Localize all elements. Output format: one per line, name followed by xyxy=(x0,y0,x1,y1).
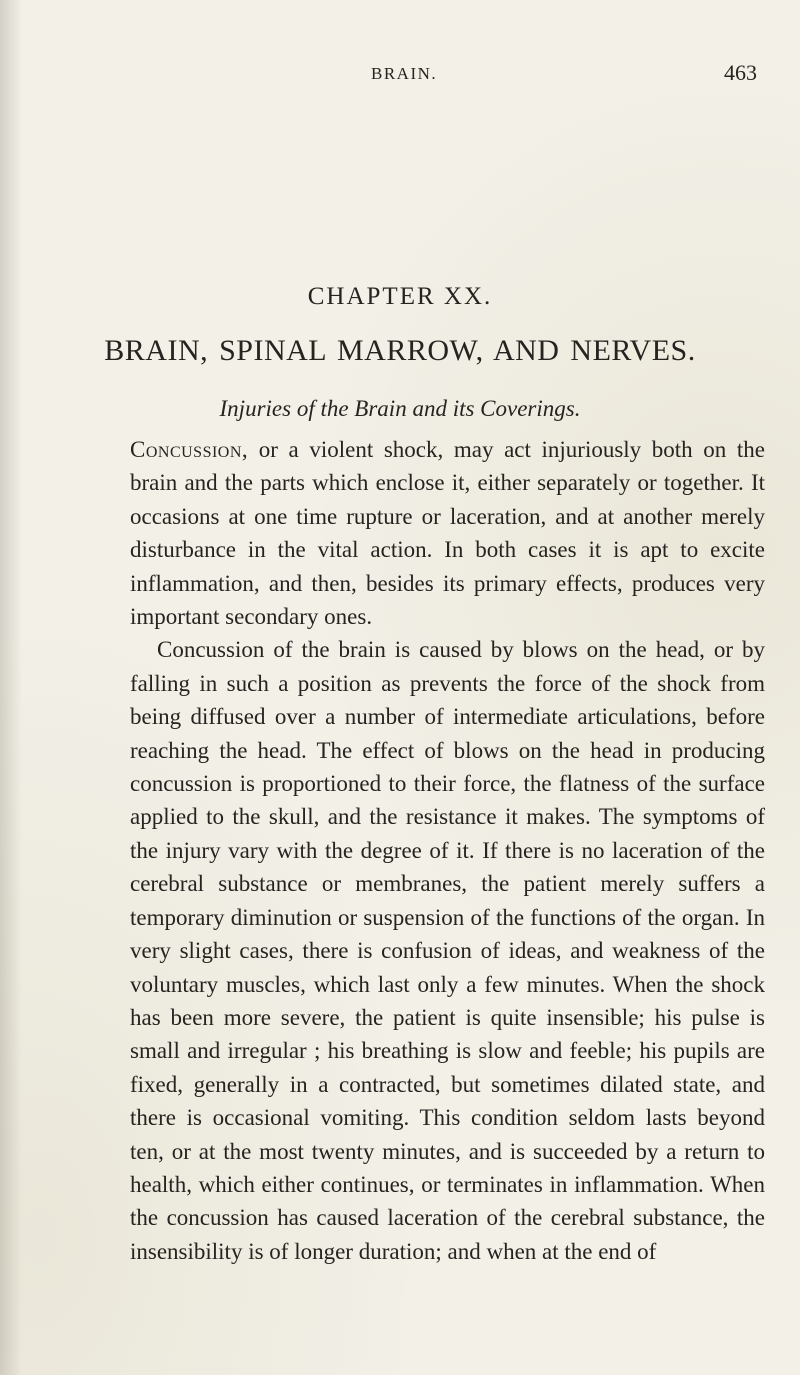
page-gutter-shadow xyxy=(0,0,22,1375)
chapter-title: BRAIN, SPINAL MARROW, AND NERVES. xyxy=(104,334,696,367)
chapter-label: CHAPTER XX. xyxy=(307,283,493,310)
paragraph-1-text: or a violent shock, may act injuriously both on the brain and the parts which enclose it, either separately or together. It occasions at one time rupture or laceration, and at another merely disturbance in the vital action. In both cases it is apt to excite inflammation, and then, besides its primary effects, produces very important secondary ones. xyxy=(130,437,765,630)
running-head xyxy=(0,60,800,90)
paragraph-2: Concussion of the brain is caused by blows on the head, or by falling in such a position as prevents the force of the shock from being diffused over a number of intermediate articulations, before reaching the head. The effect of blows on the head in producing concussion is proportioned to their force, the flatness of the surface applied to the skull, and the resistance it makes. The symptoms of the injury vary with the degree of it. If there is no laceration of the cerebral substance or membranes, the patient merely suffers a temporary diminution or suspension of the functions of the organ. In very slight cases, there is confusion of ideas, and weakness of the voluntary muscles, which last only a few minutes. When the shock has been more severe, the patient is quite insensible; his pulse is small and irregular ; his breathing is slow and feeble; his pupils are fixed, generally in a contracted, but sometimes dilated state, and there is occasional vomiting. This condition seldom lasts beyond ten, or at the most twenty minutes, and is succeeded by a return to health, which either continues, or terminates in inflammation. When the concussion has caused laceration of the cerebral substance, the insensibility is of longer duration; and when at the end of xyxy=(130,637,765,1264)
body-text xyxy=(130,433,765,1268)
section-subtitle: Injuries of the Brain and its Coverings. xyxy=(219,396,581,421)
paragraph-1-lead: Concussion, xyxy=(130,437,249,462)
running-title: BRAIN. xyxy=(371,64,438,83)
page-number: 463 xyxy=(724,60,757,85)
paragraph-1 xyxy=(130,433,765,633)
